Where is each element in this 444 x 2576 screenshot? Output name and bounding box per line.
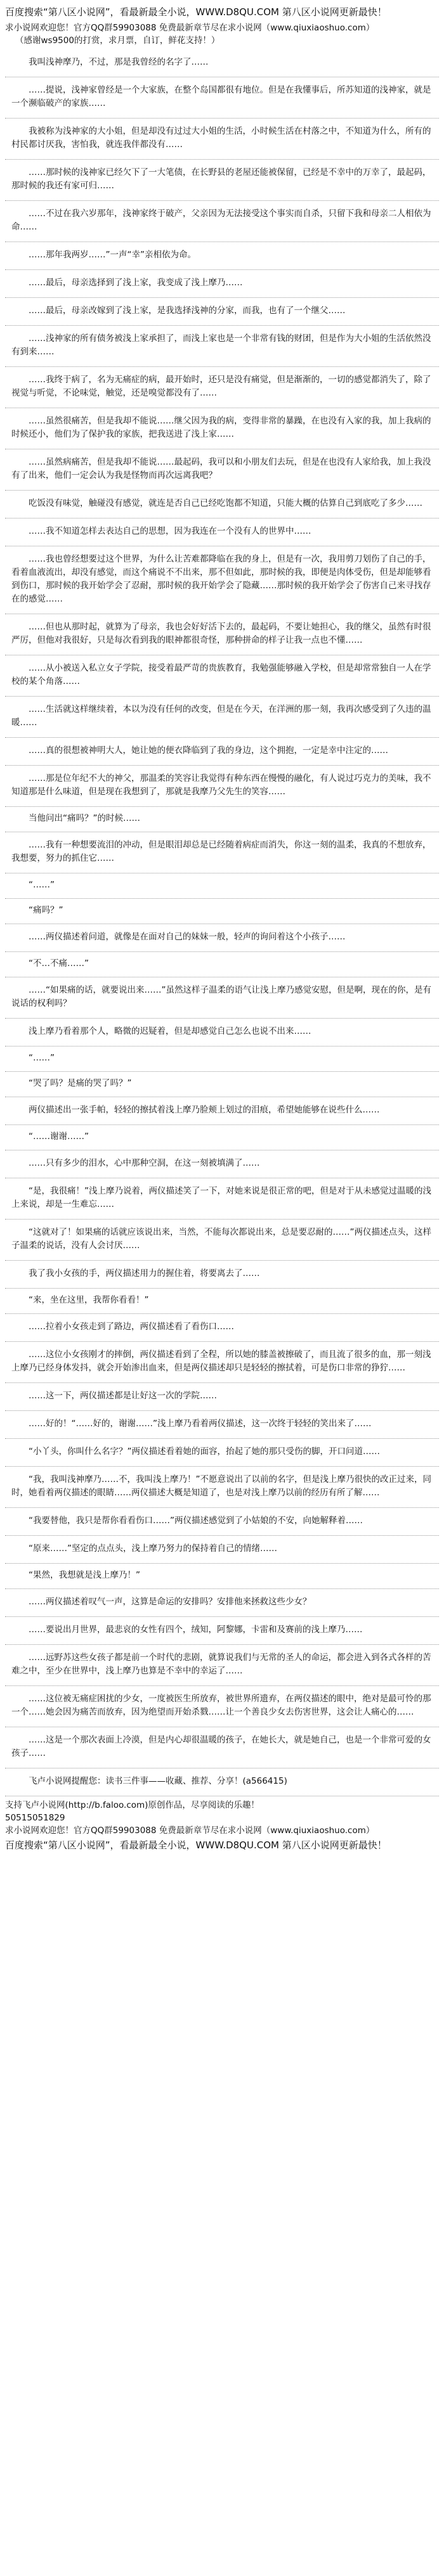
story-paragraph: ……虽然病痛苦，但是我却不能说……最起码，我可以和小朋友们去玩，但是在也没有人家给我，加上我没有了出来，他们一定会认为我是怪物而再次远离我吧？ (5, 449, 439, 491)
story-paragraph: ……两仪描述着叹气一声，这算是命运的安排吗？安排他来拯救这些少女？ (5, 1589, 439, 1617)
story-paragraph: ……虽然很痛苦，但是我却不能说……继父因为我的病，变得非常的暴躁，在也没有入家的我，加上我病的时候还小，他们为了保护我的家族，把我送进了浅上家…… (5, 408, 439, 449)
story-paragraph: ……浅神家的所有债务被浅上家承担了，而浅上家也是一个非常有钱的财团，但是作为大小姐的生活依然没有到来…… (5, 326, 439, 367)
story-paragraph: ……“如果痛的话，就要说出来……”虽然这样子温柔的语气让浅上摩乃感觉安慰，但是啊，现在的你，是有说话的权利吗？ (5, 977, 439, 1019)
story-paragraph: “这就对了！如果痛的话就应该说出来，当然，不能每次都说出来，总是要忍耐的……”两仪描述点头，这样子温柔的说话，没有人会讨厌…… (5, 1220, 439, 1261)
story-paragraph: ……远野苏这些女孩子都是前一个时代的悲剧，就算说我们与无常的圣人的命运，都会进入到各式各样的苦难之中，至少在世界中，浅上摩乃也算是不幸中的幸运了…… (5, 1645, 439, 1686)
story-paragraph: ……这位小女孩刚才的摔倒，两仪描述看到了全程，所以她的膝盖被擦破了，而且流了很多的血，那一刻浅上摩乃已经身体发抖，就会开始渗出血来，但是两仪描述却只是轻轻的擦拭着，可是伤口非常的狰狞…… (5, 1342, 439, 1383)
story-paragraph: ……我终于病了，名为无痛症的病，最开始时，还只是没有痛觉，但是渐渐的，一切的感觉都消失了，除了视觉与听觉，不论味觉，触觉，还是嗅觉都没有了…… (5, 367, 439, 408)
story-paragraph: “我，我叫浅神摩乃……不，我叫浅上摩乃！”不愿意说出了以前的名字，但是浅上摩乃很快的改正过来，同时，她看着两仪描述的眼睛……两仪描述大概是知道了，也是对浅上摩乃以前的经历有所了解…… (5, 1467, 439, 1508)
story-paragraph: “……” (5, 873, 439, 899)
story-paragraph: 当他问出“痛吗？”的时候…… (5, 807, 439, 832)
story-paragraph: ……提说，浅神家曾经是一个大家族，在整个岛国都很有地位。但是在我懂事后，所苏知道的浅神家，就是一个濒临破产的家族…… (5, 77, 439, 119)
story-paragraph: ……从小被送入私立女子学院，接受着最严苛的贵族教育，我勉强能够融入学校，但是却常常独自一人在学校的某个角落…… (5, 655, 439, 697)
footer-block (0, 1796, 444, 1837)
story-paragraph: ……但也从那时起，就算为了母亲，我也会好好活下去的，最起码，不要让她担心，我的继父，虽然有时很严厉，但他对我很好，只是每次看到我的眼神都很奇怪，那种拼命的样子让我一点也不懂…… (5, 614, 439, 655)
story-paragraph: “……” (5, 1046, 439, 1072)
story-paragraph: 吃饭没有味觉，触碰没有感觉，就连是否自己已经吃饱都不知道，只能大概的估算自己到底吃了多少…… (5, 491, 439, 518)
footer-ad: 百度搜索“第八区小说网”，看最新最全小说，WWW.D8QU.COM 第八区小说网更新最快！ (5, 1839, 387, 1851)
footer-site: 求小说网欢迎您！官方QQ群59903088 免费最新章节尽在求小说网（www.qiuxiaoshuo.com） (5, 1826, 375, 1836)
story-paragraph: 两仪描述出一张手帕，轻轻的擦拭着浅上摩乃脸颊上划过的泪痕，希望她能够在说些什么…… (5, 1097, 439, 1125)
story-paragraph: ……真的很想被神明大人，她让她的便衣降临到了我的身边，这个拥抱，一定是幸中注定的…… (5, 738, 439, 766)
story-paragraph: “来，坐在这里，我帮你看看！” (5, 1289, 439, 1314)
story-paragraph: ……最后，母亲改嫁到了浅上家，是我选择浅神的分家，而我，也有了一个继父…… (5, 298, 439, 326)
story-paragraph: ……生活就这样继续着，本以为没有任何的改变，但是在今天，在洋洲的那一刻，我再次感受到了久违的温暖…… (5, 697, 439, 738)
qq-number: 50515051829 (5, 1813, 65, 1823)
story-paragraph: ……那是位年纪不大的神父，那温柔的笑容让我觉得有种东西在慢慢的融化，有人说过巧克力的美味，我不知道那是什么味道，但是现在我想到了，那就是我摩乃父先生的笑容…… (5, 766, 439, 807)
story-paragraph: 我了我小女孩的手，两仪描述用力的握住着，将要离去了…… (5, 1261, 439, 1289)
story-paragraph: “哭了吗？是痛的哭了吗？” (5, 1072, 439, 1097)
story-paragraph: 我被称为浅神家的大小姐，但是却没有过过大小姐的生活，小时候生活在村落之中，不知道为什么，所有的村民都讨厌我，害怕我，就连我伴都没有…… (5, 119, 439, 160)
story-paragraph: ……好的！“……好的，谢谢……”浅上摩乃看着两仪描述，这一次终于轻轻的笑出来了…… (5, 1411, 439, 1439)
story-paragraph: 我叫浅神摩乃，不过，那是我曾经的名字了…… (5, 49, 439, 77)
chapter-content (0, 49, 444, 1796)
story-paragraph: “痛吗？” (5, 899, 439, 924)
story-paragraph: ……这位被无痛症困扰的少女，一度被医生所放弃，被世界所遗弃，在两仪描述的眼中，绝对是最可怜的那一个……她会因为痛苦而放弃，因为绝望而开始杀戮……让一个善良少女去伤害世界，这会让人痛心的…… (5, 1686, 439, 1727)
story-paragraph: 飞卢小说网提醒您：读书三件事——收藏、推荐、分享！(a566415) (5, 1768, 439, 1796)
story-paragraph: ……只有多少的泪水，心中那种空洞，在这一刻被填满了…… (5, 1150, 439, 1178)
header-ad: 百度搜索“第八区小说网”，看最新最全小说，WWW.D8QU.COM 第八区小说网更新最快！ (5, 6, 387, 18)
thanks-line: （感谢ws9500的打赏，求月票，自订，鲜花支持！） (15, 35, 220, 46)
story-paragraph: ……这是一个那次表面上冷漠，但是内心却很温暖的孩子，在她长大，就是她自己，也是一个非常可爱的女孩子…… (5, 1727, 439, 1768)
story-paragraph: ……那时候的浅神家已经欠下了一大笔债，在长野县的老屋还能被保留，已经是不幸中的万幸了，最起码，那时候的我还有家可归…… (5, 160, 439, 201)
story-paragraph: ……最后，母亲选择到了浅上家，我变成了浅上摩乃…… (5, 270, 439, 298)
story-paragraph: 浅上摩乃看着那个人，略微的迟疑着，但是却感觉自己怎么也说不出来…… (5, 1019, 439, 1046)
story-paragraph: “原来……”坚定的点点头，浅上摩乃努力的保持着自己的情绪…… (5, 1536, 439, 1564)
story-paragraph: ……我不知道怎样去表达自己的思想，因为我连在一个没有人的世界中…… (5, 518, 439, 546)
story-paragraph: “小丫头，你叫什么名字？”两仪描述看着她的面容，抬起了她的那只受伤的脚，开口问道…… (5, 1439, 439, 1467)
support-line: 支持飞卢小说网(http://b.faloo.com)原创作品，尽享阅读的乐趣！ (5, 1800, 259, 1810)
story-paragraph: ……我有一种想要流泪的冲动，但是眼泪却总是已经随着病症而消失，你这一刻的温柔，我真的不想放弃，我想要，努力的抓住它…… (5, 832, 439, 873)
story-paragraph: “我要替他，我只是帮你看看伤口……”两仪描述感觉到了小姑娘的不安，向她解释着…… (5, 1508, 439, 1536)
story-paragraph: ……不过在我六岁那年，浅神家终于破产，父亲因为无法接受这个事实而自杀，只留下我和母亲二人相依为命…… (5, 201, 439, 242)
story-paragraph: ……那年我两岁……”一声“幸”亲相依为命。 (5, 242, 439, 270)
site-welcome: 求小说网欢迎您！官方QQ群59903088 免费最新章节尽在求小说网（www.qiuxiaoshuo.com） (5, 23, 375, 33)
story-paragraph: “果然，我想就是浅上摩乃！” (5, 1564, 439, 1589)
story-paragraph: ……我也曾经想要过这个世界，为什么让苦难都降临在我的身上，但是有一次，我用剪刀划伤了自己的手，看着血液流出，却没有感觉，而这个痛说不不出来，那不但如此，那时候的我，即便是肉体受伤，但是却能够看到伤口，那时候的我开始学会了忍耐，那时候的我开始学会了隐藏……那时候的我开始学会了伤害自己来寻找存在的感觉…… (5, 546, 439, 614)
story-paragraph: ……拉着小女孩走到了路边，两仪描述看了看伤口…… (5, 1314, 439, 1342)
story-paragraph: ……两仪描述着问道，就像是在面对自己的妹妹一般，轻声的询问着这个小孩子…… (5, 924, 439, 952)
story-paragraph: ……要说出月世界，最悲哀的女性有四个，绒知，阿黎娜，卡雷和及赛前的浅上摩乃…… (5, 1617, 439, 1645)
story-paragraph: “……谢谢……” (5, 1125, 439, 1150)
story-paragraph: ……这一下，两仪描述都是让好这一次的学院…… (5, 1383, 439, 1411)
story-paragraph: “是，我很痛！”浅上摩乃说着，两仪描述笑了一下，对她来说是很正常的吧，但是对于从未感觉过温暖的浅上来说，却是一生难忘…… (5, 1178, 439, 1220)
story-paragraph: “不…不痛……” (5, 952, 439, 977)
